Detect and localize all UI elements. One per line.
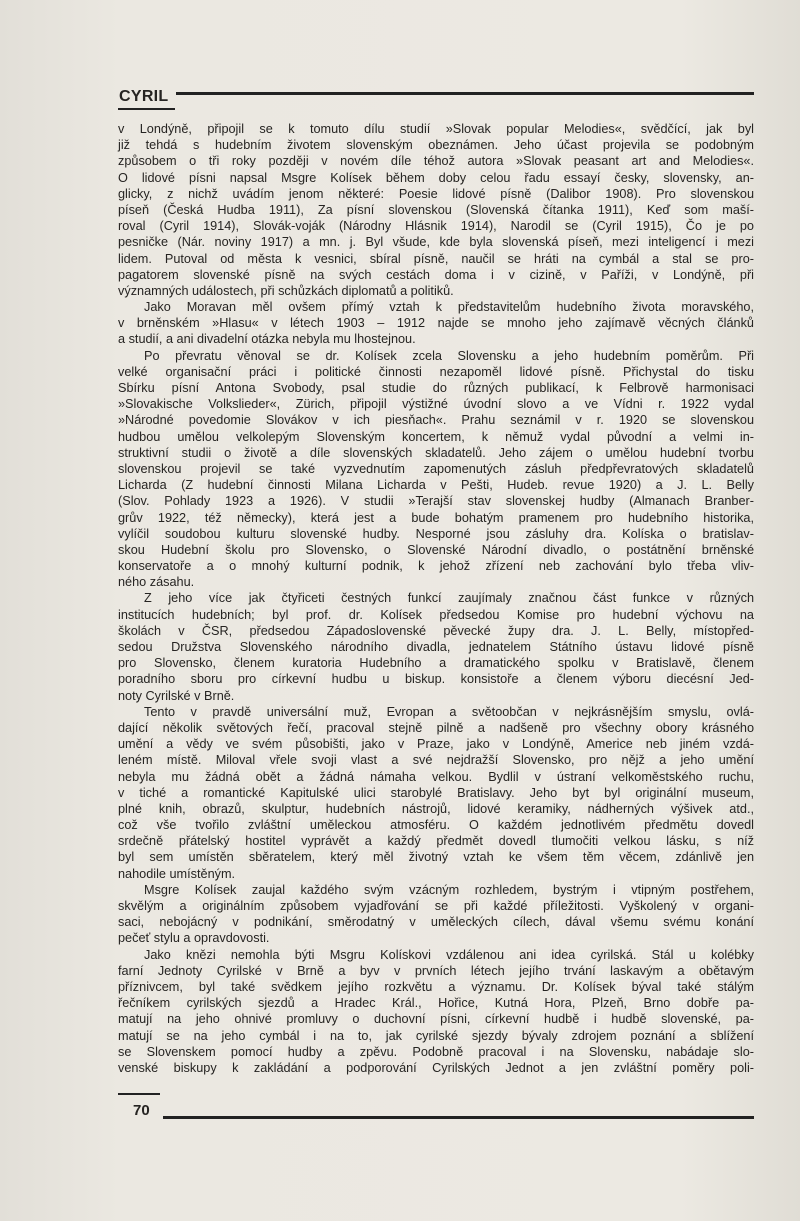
text-line: nebyla mu žádná obět a žádná námaha velkou. Bydlil v ústraní velkoměstského ruchu, bbox=[118, 769, 754, 784]
text-line: venské biskupy k zakládání a podporování Cyrilských Jednot a jen zvláštní poměry poli- bbox=[118, 1060, 754, 1075]
running-header-title: CYRIL bbox=[119, 88, 169, 105]
text-line: farní Jednoty Cyrilské v Brně a byv v prvních létech jejího trvání laskavým a obětavým bbox=[118, 963, 754, 978]
text-line: matují se na jeho cymbál i na to, jak cyrilské sjezdy bývaly zdrojem poznání a sblížení bbox=[118, 1028, 754, 1043]
text-line: (Slov. Pohlady 1923 a 1926). V studii »Terajší stav slovenskej hudby (Almanach Branber- bbox=[118, 494, 754, 509]
text-line: ného zásahu. bbox=[118, 575, 195, 590]
text-line: Po převratu věnoval se dr. Kolísek zcela Slovensku a jeho hudebním poměrům. Při bbox=[144, 348, 754, 363]
text-line: »Slovakische Volkslieder«, Zürich, připojil výstižné úvodní slovo a ve Vídni r. 1922 vydal bbox=[118, 397, 754, 412]
text-line: srdečně přátelský hostitel vyprávět a každý předmět dovedl tlumočiti velkou lásku, s níž bbox=[118, 834, 754, 849]
text-line: velké organisační práci i politické činnosti nezapoměl lidové písně. Přichystal do tisku bbox=[118, 364, 754, 379]
text-line: O lidové písni napsal Msgre Kolísek během doby celou řadu essayí česky, slovensky, an- bbox=[118, 170, 754, 185]
text-line: matují na jeho ohnivé promluvy o duchovní písni, církevní hudbě i hudbě slovenské, pa- bbox=[118, 1012, 754, 1027]
text-line: skou Hudební školu pro Slovensko, o Slovenské Národní divadlo, o postátnění brněnské bbox=[118, 542, 754, 557]
text-line: glicky, z nichž uvádím jenom některé: Poesie lidové písně (Dalibor 1908). Pro slovenskou bbox=[118, 186, 754, 201]
text-line: nahodile umístěným. bbox=[118, 866, 236, 881]
text-line: Tento v pravdě universální muž, Evropan a světoobčan v nejkrásnějším smyslu, ovlá- bbox=[144, 704, 754, 719]
text-line: vylíčil soudobou kulturu slovenské hudby. Nesporné jsou zásluhy dra. Kolíska o bratislav- bbox=[118, 526, 754, 541]
text-line: »Národné povedomie Slovákov v ich piesňach«. Prahu seznámil v r. 1920 se slovenskou bbox=[118, 413, 754, 428]
text-line: pesničke (Nár. noviny 1917) a mn. j. Byl všude, kde byla slovenská píseň, mezi inteligencí i mezi bbox=[118, 235, 754, 250]
text-line: struktivní studii o životě a díle slovenských skladatelů. Jeho zájem o umělou hudební tvorbu bbox=[118, 445, 754, 460]
text-line: Z jeho více jak čtyřiceti čestných funkcí zaujímaly značnou část funkce v různých bbox=[144, 591, 754, 606]
text-line: saci, nebojácný v podnikání, směrodatný v uměleckých cílech, dával všemu svému konání bbox=[118, 915, 754, 930]
text-line: noty Cyrilské v Brně. bbox=[118, 688, 235, 703]
text-line: skvělým a originálním způsobem vyjadřování se při každé příležitosti. Vyškolený v organi- bbox=[118, 899, 754, 913]
text-line: se Slovenskem pomocí hudby a zpěvu. Podobně pracoval i na Slovensku, nabádaje slo- bbox=[118, 1044, 754, 1059]
text-line: roval (Cyril 1914), Slovák-voják (Národny Hlásnik 1914), Narodil se (Cyril 1915), Čo je po bbox=[118, 219, 754, 234]
text-line: Licharda (Z hudební činnosti Milana Licharda v Pešti, Hudeb. revue 1920) a J. L. Belly bbox=[118, 478, 754, 493]
page-number: 70 bbox=[133, 1102, 150, 1119]
text-line: Jako knězi nemohla býti Msgru Kolískovi vzdálenou ani idea cyrilská. Stál u kolébky bbox=[144, 947, 754, 962]
text-line: pečeť stylu a opravdovosti. bbox=[118, 931, 270, 946]
text-line: grův 1922, též německy), která jest a bude bohatým pramenem pro hudebního historika, bbox=[118, 510, 754, 525]
text-line: sedou Družstva Slovenského národního divadla, jednatelem Státního ústavu lidové písně bbox=[118, 640, 754, 654]
text-line: pagatorem slovenské písně na svých cestách doma i v cizině, v Paříži, v Londýně, při bbox=[118, 267, 754, 282]
footer-short-rule bbox=[118, 1093, 160, 1095]
paragraph bbox=[118, 704, 754, 882]
text-line: v tiché a romantické Kapitulské ulici starobylé Bratislavy. Jeho byt byl originální museum, bbox=[118, 785, 754, 800]
text-line: pro Slovensko, členem kuratoria Hudebního a dramatického spolku v Bratislavě, členem bbox=[118, 656, 754, 671]
text-line: Sbírku písní Antona Svobody, psal studie do různých publikací, k Felbrově harmonisaci bbox=[118, 381, 754, 395]
text-line: slovenskou projevil se také vyzvednutím zapomenutých zásluh předpřevratových skladatelů bbox=[118, 461, 754, 476]
text-line: lidem. Putoval od města k vesnici, sbíral písně, naučil se hráti na cymbál a stal se pro- bbox=[118, 251, 754, 266]
text-line: institucích hudebních; byl prof. dr. Kolísek předsedou Komise pro hudební výchovu na bbox=[118, 607, 754, 622]
text-line: dající několik světových řečí, pracoval stejně pilně a nadšeně pro všechny obory krásného bbox=[118, 720, 754, 735]
text-line: píseň (Česká Hudba 1911), Za písní slovenskou (Slovenská čítanka 1911), Keď som maší- bbox=[118, 202, 754, 217]
text-line: což vše tvořilo zvláštní uměleckou atmosféru. O každém jednotlivém předmětu dovedl bbox=[118, 818, 754, 833]
text-line: Jako Moravan měl ovšem přímý vztah k představitelům hudebního života moravského, bbox=[144, 300, 754, 315]
header-rule bbox=[176, 92, 754, 95]
paragraph bbox=[118, 882, 754, 947]
text-line: již tehdá s hudebním životem slovenským obeznámen. Jeho účast projevila se podobným bbox=[118, 138, 754, 153]
text-line: příznivcem, byl také svědkem jejího rozkvětu a významu. Dr. Kolísek býval také stálým bbox=[118, 979, 754, 994]
article-body bbox=[118, 121, 754, 1076]
text-line: konservatoře a o mnohý kulturní podnik, k jehož zřízení neb zachování bylo třeba vliv- bbox=[118, 559, 754, 574]
text-line: v brněnském »Hlasu« v létech 1903 – 1912 najde se mnoho jeho zajímavě věcných článků bbox=[118, 316, 754, 331]
footer-rule bbox=[163, 1116, 754, 1119]
text-line: umění a vědy ve svém působišti, jako v Praze, jako v Londýně, Americe neb jiném vzdá- bbox=[118, 737, 754, 752]
text-line: byl sem umístěn sběratelem, který měl životný vztah ke všem těm věcem, zdánlivě jen bbox=[118, 850, 754, 865]
text-line: školách v ČSR, předsedou Západoslovenské pěvecké župy dra. J. L. Belly, místopřed- bbox=[118, 623, 754, 638]
paragraph bbox=[118, 590, 754, 703]
text-line: v Londýně, připojil se k tomuto dílu studií »Slovak popular Melodies«, svědčící, jak byl bbox=[118, 122, 754, 136]
text-line: poradního sboru pro církevní hudbu u biskup. konsistoře a členem výboru diecésní Jed- bbox=[118, 672, 754, 687]
paragraph bbox=[118, 299, 754, 348]
text-line: hudbou umělou velkolepým Slovenským koncertem, k němuž vydal původní a velmi in- bbox=[118, 429, 754, 444]
text-line: řečníkem cyrilských sjezdů a Hradec Král., Hořice, Kutná Hora, Plzeň, Brno dobře pa- bbox=[118, 996, 754, 1011]
text-line: způsobem o tři roky později v novém díle téhož autora »Slovak peasant art and Melodies«. bbox=[118, 154, 754, 169]
text-line: významných událostech, při schůzkách diplomatů a politiků. bbox=[118, 283, 454, 298]
paragraph bbox=[118, 121, 754, 299]
text-line: leném místě. Miloval vřele svoji vlast a své nejdražší Slovensko, pro nějž a jeho umění bbox=[118, 753, 754, 768]
text-line: Msgre Kolísek zaujal každého svým vzácným rozhledem, bystrým i vtipným postřehem, bbox=[144, 882, 754, 897]
paragraph bbox=[118, 348, 754, 591]
text-line: a studií, a ani divadelní otázka nebyla mu lhostejnou. bbox=[118, 332, 416, 347]
header-underline bbox=[118, 108, 175, 110]
text-line: plné knih, obrazů, skulptur, hudebních nástrojů, lidové keramiky, nádherných výšivek atd., bbox=[118, 801, 754, 816]
paragraph bbox=[118, 947, 754, 1077]
